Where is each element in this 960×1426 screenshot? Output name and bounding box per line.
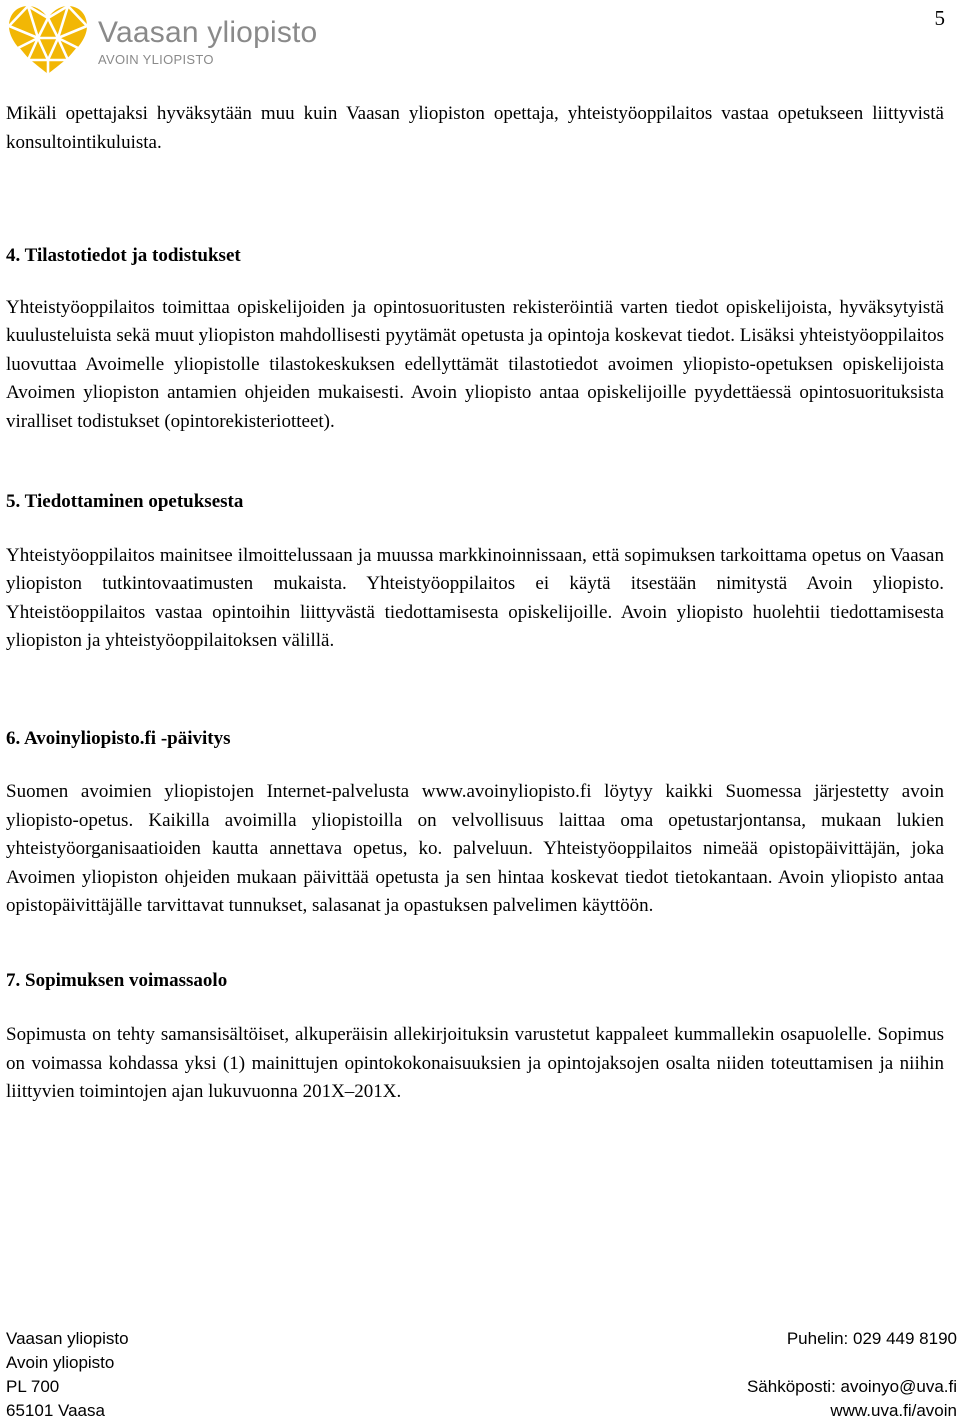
heart-logo-icon [6, 4, 90, 76]
footer-org-name: Vaasan yliopisto [6, 1329, 129, 1348]
footer-website[interactable]: www.uva.fi/avoin [830, 1401, 957, 1420]
footer-email[interactable]: Sähköposti: avoinyo@uva.fi [746, 1377, 957, 1396]
section-heading: 4. Tilastotiedot ja todistukset [6, 245, 241, 266]
document-body [6, 100, 944, 1107]
section-heading: 6. Avoinyliopisto.fi -päivitys [6, 727, 231, 749]
footer-row [6, 1375, 957, 1399]
logo-name: Vaasan yliopisto [98, 16, 318, 49]
footer [6, 1327, 957, 1423]
logo-subtitle: AVOIN YLIOPISTO [98, 52, 214, 67]
footer-unit-name: Avoin yliopisto [6, 1353, 115, 1372]
footer-row [6, 1351, 957, 1375]
section-paragraph: Yhteistyöoppilaitos toimittaa opiskelijoiden ja opintosuoritusten rekisteröintiä varten tiedot opiskelijoista, hyväksytyistä kuulusteluista sekä muut yliopiston mahdollisesti pyytämät opetusta ja opintoja koskevat tiedot. Lisäksi yhteistyöoppilaitos luovuttaa Avoimelle yliopistolle tilastokeskuksen edellyttämät tilastotiedot avoimen yliopisto-opetuksen opiskelijoista Avoimen yliopiston antamien ohjeiden mukaisesti. Avoin yliopisto antaa opiskelijoille pyydettäessä opintosuorituksista viralliset todistukset (opintorekisteriotteet). [6, 296, 944, 432]
footer-phone: Puhelin: 029 449 8190 [786, 1329, 957, 1348]
footer-row [6, 1399, 957, 1423]
section-paragraph: Suomen avoimien yliopistojen Internet-palvelusta www.avoinyliopisto.fi löytyy kaikki Suomessa järjestetty avoin yliopisto-opetus. Kaikilla avoimilla yliopistoilla on velvollisuus laittaa oma opetustarjontansa, mukaan lukien yhteistyöorganisaatioiden kautta annettava opetus, ko. palveluun. Yhteistyöoppilaitos nimeää opistopäivittäjän, joka Avoimen yliopiston ohjeiden mukaan päivittää opetusta ja sen hintaa koskevat tiedot tietokantaan. Avoin yliopisto antaa opistopäivittäjälle tarvittavat tunnukset, salasanat ja opastuksen palvelimen käyttöön. [6, 781, 944, 916]
intro-paragraph: Mikäli opettajaksi hyväksytään muu kuin Vaasan yliopiston opettaja, yhteistyöoppilaitos vastaa opetukseen liittyvistä konsultointikuluista. [6, 103, 944, 153]
section-paragraph: Sopimusta on tehty samansisältöiset, alkuperäisin allekirjoituksin varustetut kappaleet kummallekin osapuolelle. Sopimus on voimassa kohdassa yksi (1) mainittujen opintokokonaisuuksien ja opintojaksojen osalta niiden toteuttamisen ja niihin liittyvien toimintojen ajan lukuvuonna 201X–201X. [6, 1024, 944, 1102]
footer-row [6, 1327, 957, 1351]
university-logo [6, 4, 317, 76]
footer-po-box: PL 700 [6, 1377, 60, 1396]
section-paragraph: Yhteistyöoppilaitos mainitsee ilmoittelussaan ja muussa markkinoinnissaan, että sopimuksen tarkoittama opetus on Vaasan yliopiston tutkintovaatimusten mukaista. Yhteistyöoppilaitos ei käytä itsestään nimitystä Avoin yliopisto. Yhteistöoppilaitos vastaa opintoihin liittyvästä tiedottamisesta opiskelijoille. Avoin yliopisto huolehtii tiedottamisesta yliopiston ja yhteistyöoppilaitoksen välillä. [6, 544, 944, 651]
section-heading: 7. Sopimuksen voimassaolo [6, 969, 228, 991]
section-heading: 5. Tiedottaminen opetuksesta [6, 491, 244, 512]
footer-postal-address: 65101 Vaasa [6, 1401, 105, 1420]
page-number: 5 [934, 6, 945, 30]
